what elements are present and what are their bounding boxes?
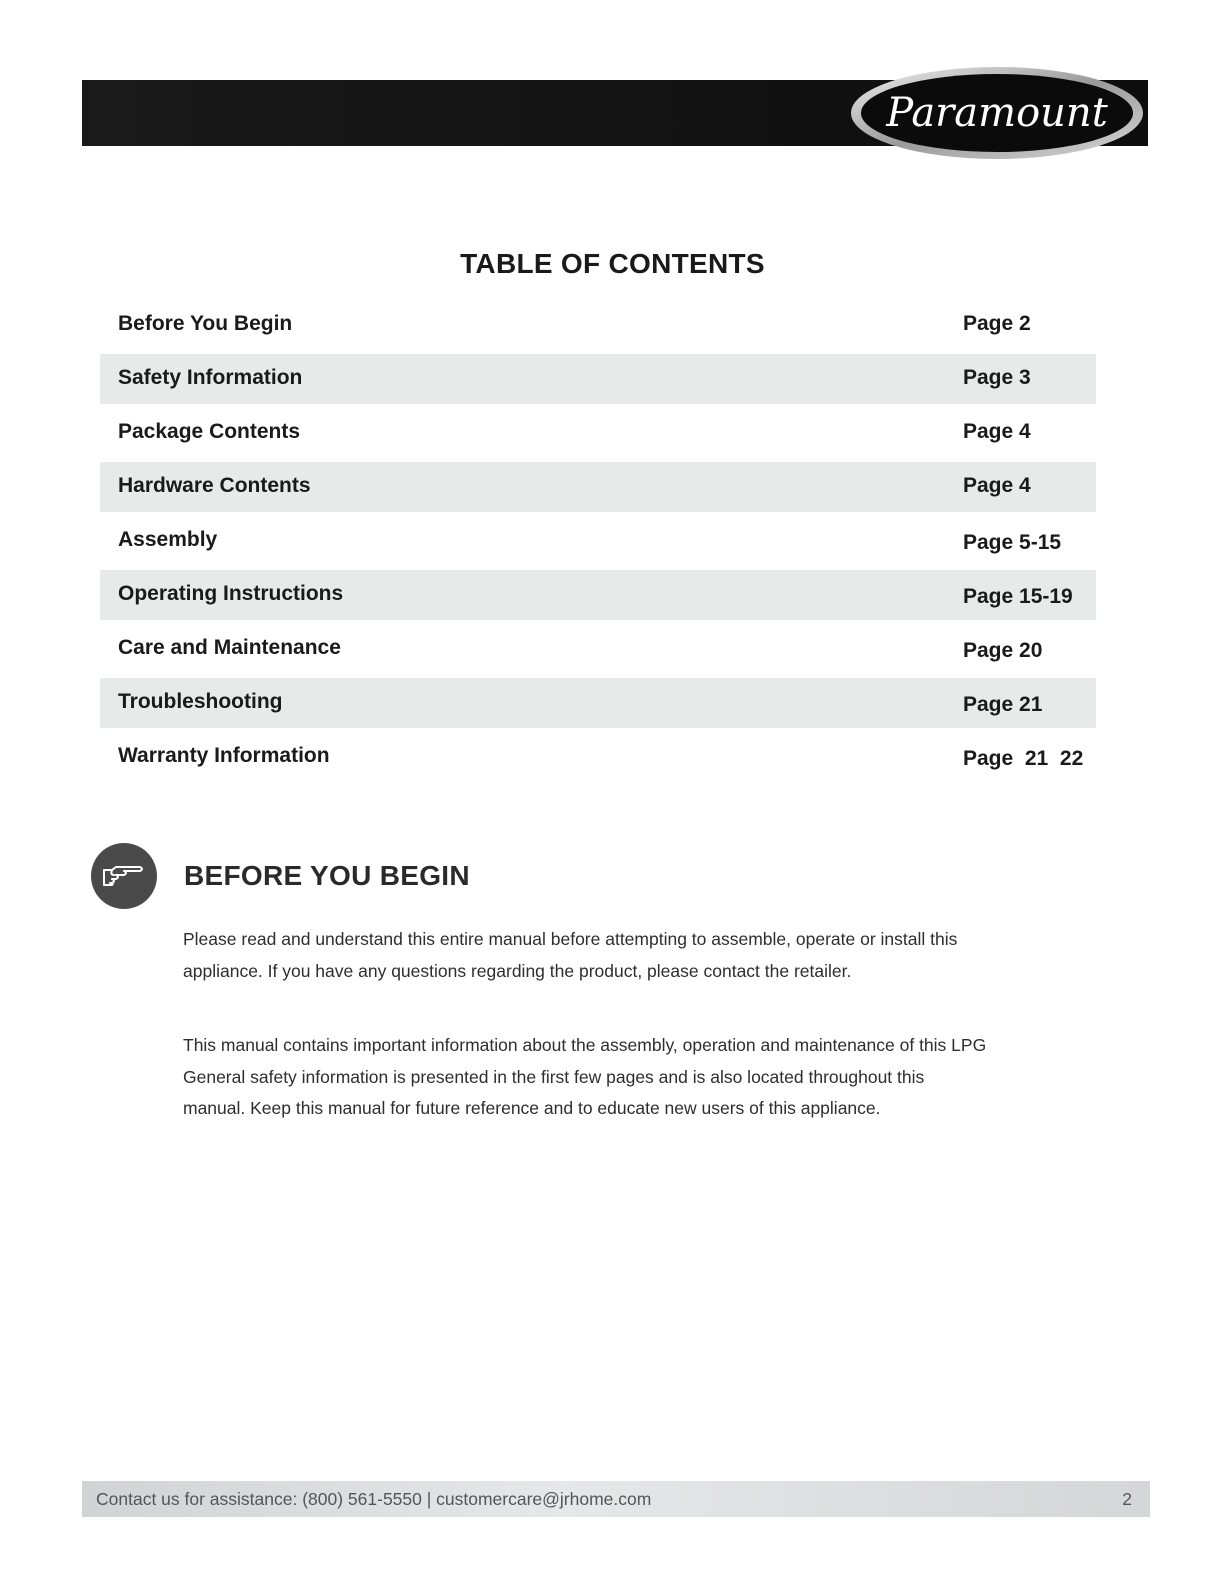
toc-row xyxy=(100,462,1096,512)
manual-paragraph: This manual contains important information about the assembly, operation and maintenance of this LPG General safety information is presented in the first few pages and is also located throughout this manual. Keep this manual for future reference and to educate new users of this appliance. xyxy=(183,1035,987,1118)
toc-label: Before You Begin xyxy=(118,312,293,335)
toc-page: Page 4 xyxy=(963,420,1031,443)
toc-label: Troubleshooting xyxy=(118,690,283,713)
toc-row xyxy=(100,300,1096,350)
toc-page: Page 15-19 xyxy=(963,585,1073,608)
toc-label: Warranty Information xyxy=(118,744,330,767)
toc-page: Page 20 xyxy=(963,639,1043,662)
toc-row xyxy=(100,516,1096,566)
toc-row xyxy=(100,678,1096,728)
toc-page: Page 3 xyxy=(963,366,1031,389)
toc-label: Care and Maintenance xyxy=(118,636,341,659)
paramount-logo xyxy=(848,64,1146,162)
toc-page: Page 4 xyxy=(963,474,1031,497)
toc-title: TABLE OF CONTENTS xyxy=(460,248,765,279)
toc-label: Assembly xyxy=(118,528,218,551)
page-number: 2 xyxy=(1122,1489,1132,1509)
table-of-contents xyxy=(100,300,1096,786)
toc-label: Safety Information xyxy=(118,366,303,389)
toc-row xyxy=(100,732,1096,782)
toc-label: Hardware Contents xyxy=(118,474,311,497)
toc-page: Page 21 22 xyxy=(963,747,1084,770)
section-title: BEFORE YOU BEGIN xyxy=(184,860,470,891)
toc-label: Package Contents xyxy=(118,420,301,443)
toc-label: Operating Instructions xyxy=(118,582,344,605)
pointing-hand-icon xyxy=(91,843,157,909)
svg-text:Paramount: Paramount xyxy=(886,90,1108,136)
footer-contact: Contact us for assistance: (800) 561-5550 | customercare@jrhome.com xyxy=(96,1489,652,1509)
toc-page: Page 2 xyxy=(963,312,1031,335)
toc-page: Page 5-15 xyxy=(963,531,1062,554)
toc-row xyxy=(100,408,1096,458)
toc-row xyxy=(100,570,1096,620)
toc-page: Page 21 xyxy=(963,693,1043,716)
intro-paragraph: Please read and understand this entire manual before attempting to assemble, operate or install this appliance. If you have any questions regarding the product, please contact the retailer. xyxy=(183,929,958,981)
toc-row xyxy=(100,354,1096,404)
footer-bar xyxy=(82,1481,1150,1517)
toc-row xyxy=(100,624,1096,674)
